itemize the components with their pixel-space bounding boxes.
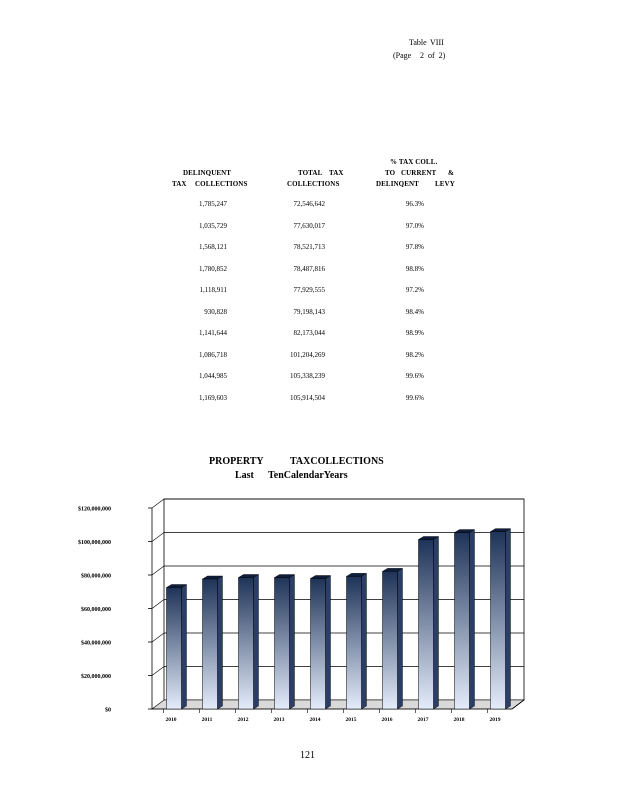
pct-cell: 96.3% bbox=[405, 200, 424, 208]
gridline-depth bbox=[152, 633, 164, 642]
delinquent-cell: 1,044,985 bbox=[199, 372, 227, 380]
bar-side bbox=[398, 568, 403, 709]
chart-title-line1-a: PROPERTY bbox=[209, 456, 264, 467]
delinquent-cell: 930,828 bbox=[204, 307, 227, 316]
x-tick-label: 2018 bbox=[453, 717, 465, 723]
pct-cell: 99.6% bbox=[405, 393, 424, 402]
gridline-depth bbox=[152, 600, 164, 609]
bar-side bbox=[182, 584, 187, 709]
delinquent-cell: 1,568,121 bbox=[199, 243, 227, 251]
pct-cell: 97.2% bbox=[405, 286, 424, 294]
y-tick-label: $60,000,000 bbox=[81, 607, 111, 613]
total-cell: 101,204,269 bbox=[290, 350, 325, 359]
chart-title-line1-b: TAXCOLLECTIONS bbox=[290, 456, 384, 467]
total-header-1b: TAX bbox=[329, 169, 344, 177]
bar-side bbox=[254, 574, 259, 709]
total-cell: 72,546,642 bbox=[293, 200, 325, 208]
bar-2017 bbox=[419, 539, 434, 709]
y-tick-label: $20,000,000 bbox=[81, 674, 111, 680]
x-tick-label: 2016 bbox=[381, 717, 393, 723]
total-cell: 77,630,017 bbox=[293, 221, 325, 230]
delinquent-cell: 1,086,718 bbox=[199, 350, 227, 359]
delinquent-cell: 1,035,729 bbox=[199, 221, 227, 230]
x-tick-label: 2013 bbox=[273, 717, 285, 723]
total-cell: 77,929,555 bbox=[293, 286, 325, 294]
delinquent-header-1: DELINQUENT bbox=[183, 169, 232, 177]
total-cell: 105,914,504 bbox=[290, 393, 325, 402]
delinquent-cell: 1,785,247 bbox=[199, 200, 227, 208]
delinquent-cell: 1,141,644 bbox=[199, 329, 227, 337]
bar-2016 bbox=[383, 571, 398, 709]
pct-cell: 97.0% bbox=[405, 221, 424, 230]
chart-title-line2-a: Last bbox=[235, 470, 254, 481]
table-number: VIII bbox=[430, 38, 444, 47]
x-tick-label: 2011 bbox=[201, 717, 213, 723]
bar-2012 bbox=[239, 577, 254, 709]
bar-side bbox=[290, 575, 295, 709]
y-tick-label: $100,000,000 bbox=[78, 540, 111, 546]
bar-2013 bbox=[275, 578, 290, 709]
pct-cell: 98.8% bbox=[405, 264, 424, 273]
x-tick-label: 2012 bbox=[237, 717, 249, 723]
bar-2011 bbox=[203, 579, 218, 709]
page-of: 2 of 2) bbox=[420, 51, 446, 60]
delinquent-header-2a: TAX bbox=[172, 180, 187, 188]
y-tick-label: $80,000,000 bbox=[81, 573, 111, 580]
total-cell: 78,521,713 bbox=[293, 243, 325, 251]
chart-title-line2-b: TenCalendarYears bbox=[268, 470, 348, 481]
x-tick-label: 2015 bbox=[345, 717, 357, 723]
bar-2019 bbox=[491, 532, 506, 709]
gridline-depth bbox=[152, 667, 164, 676]
x-tick-label: 2017 bbox=[417, 717, 429, 723]
delinquent-cell: 1,169,603 bbox=[199, 393, 227, 402]
x-tick-label: 2019 bbox=[489, 717, 501, 723]
total-cell: 79,198,143 bbox=[293, 307, 325, 316]
pct-header-bot-b: LEVY bbox=[435, 180, 455, 188]
y-tick-label: $40,000,000 bbox=[81, 640, 111, 647]
pct-cell: 98.9% bbox=[405, 329, 424, 337]
total-header-2: COLLECTIONS bbox=[287, 180, 340, 188]
bar-side bbox=[434, 536, 439, 709]
table-label: Table bbox=[409, 38, 427, 47]
pct-header-mid-b: CURRENT bbox=[401, 169, 437, 177]
pct-cell: 99.6% bbox=[405, 372, 424, 380]
total-header-1a: TOTAL bbox=[298, 169, 323, 177]
y-tick-label: $0 bbox=[105, 707, 111, 714]
delinquent-header-2b: COLLECTIONS bbox=[195, 180, 248, 188]
bar-2018 bbox=[455, 533, 470, 709]
bar-2014 bbox=[311, 578, 326, 709]
total-cell: 105,338,239 bbox=[290, 372, 325, 380]
bar-2015 bbox=[347, 576, 362, 709]
page-ref: (Page bbox=[393, 51, 412, 60]
bar-side bbox=[470, 530, 475, 709]
bar-2010 bbox=[167, 587, 182, 709]
pct-cell: 98.2% bbox=[405, 350, 424, 359]
gridline-depth bbox=[152, 566, 164, 575]
pct-header-bot-a: DELINQENT bbox=[376, 180, 419, 188]
gridline-depth bbox=[152, 533, 164, 542]
total-cell: 78,487,816 bbox=[293, 264, 325, 273]
y-tick-label: $120,000,000 bbox=[78, 506, 111, 513]
pct-header-mid-a: TO bbox=[385, 169, 396, 177]
pct-header-top: % TAX COLL. bbox=[390, 158, 438, 166]
bar-side bbox=[362, 573, 367, 709]
page-number: 121 bbox=[300, 750, 315, 761]
pct-header-mid-c: & bbox=[448, 169, 454, 177]
x-tick-label: 2010 bbox=[165, 717, 177, 723]
bar-side bbox=[326, 575, 331, 709]
pct-cell: 98.4% bbox=[405, 307, 424, 316]
bar-side bbox=[506, 529, 511, 709]
delinquent-cell: 1,118,911 bbox=[199, 286, 227, 294]
bar-side bbox=[218, 576, 223, 709]
pct-cell: 97.8% bbox=[405, 243, 424, 251]
gridline-depth bbox=[152, 499, 164, 508]
delinquent-cell: 1,780,852 bbox=[199, 264, 227, 273]
total-cell: 82,173,044 bbox=[293, 329, 325, 337]
x-tick-label: 2014 bbox=[309, 717, 321, 723]
